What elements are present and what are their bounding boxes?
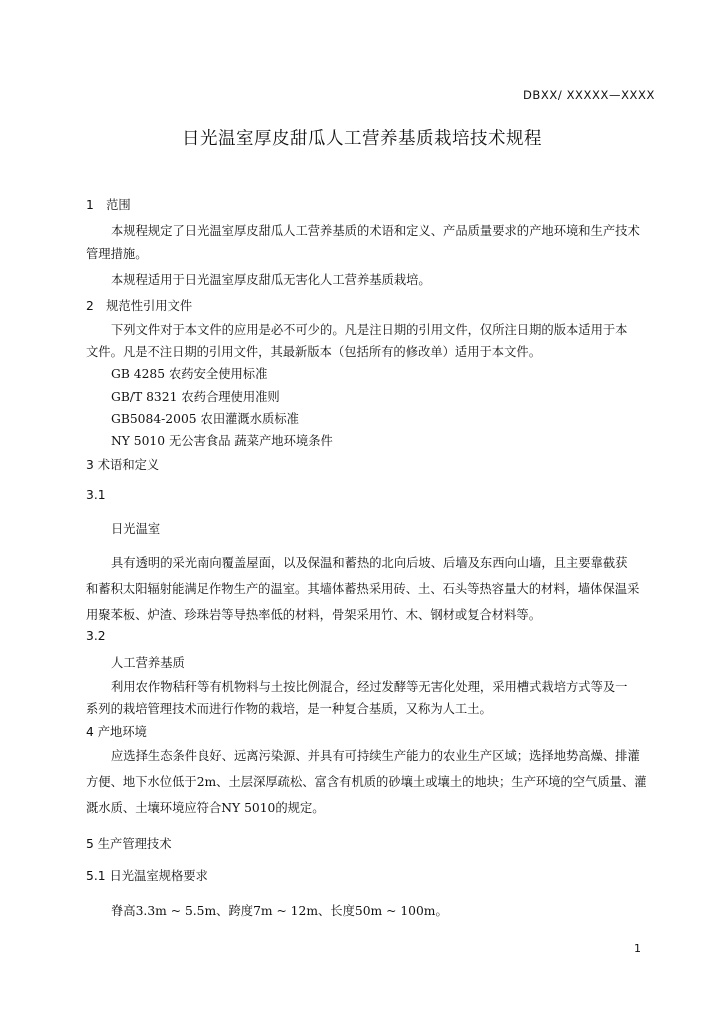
section-4-line-2	[86, 772, 647, 790]
standard-reference: NY 5010	[221, 801, 276, 815]
term-3-1-number: 3.1	[86, 488, 106, 502]
section-1-scope-paragraph: 本规程适用于日光温室厚皮甜瓜无害化人工营养基质栽培。	[111, 273, 431, 287]
text-span: 溉水质、土壤环境应符合	[86, 801, 222, 815]
reference-code: GB/T 8321	[111, 390, 178, 404]
document-title: 日光温室厚皮甜瓜人工营养基质栽培技术规程	[182, 129, 542, 149]
page-number: 1	[634, 942, 641, 955]
reference-name: 无公害食品 蔬菜产地环境条件	[169, 434, 333, 448]
groundwater-level-value: 2m	[196, 775, 217, 789]
reference-code: GB 4285	[111, 367, 166, 381]
term-3-1-definition-line-1: 具有透明的采光南向覆盖屋面，以及保温和蓄热的北向后坡、后墙及东西向山墙，且主要靠截获	[111, 556, 628, 570]
text-span: 。	[435, 904, 448, 918]
term-3-2-number: 3.2	[86, 629, 106, 643]
reference-item	[111, 431, 333, 449]
reference-code: NY 5010	[111, 434, 166, 448]
text-span: 脊高	[111, 904, 136, 918]
section-4-heading: 4 产地环境	[86, 725, 147, 739]
term-3-1-name: 日光温室	[111, 522, 161, 536]
length-value: 50m ~ 100m	[354, 904, 436, 918]
greenhouse-spec-line	[111, 901, 448, 919]
term-3-1-definition-line-2: 和蓄积太阳辐射能满足作物生产的温室。其墙体蓄热采用砖、土、石头等热容量大的材料，墙体保温采	[86, 582, 640, 596]
ridge-height-value: 3.3m ~ 5.5m	[135, 904, 217, 918]
section-2-paragraph-line-2: 文件。凡是不注日期的引用文件，其最新版本（包括所有的修改单）适用于本文件。	[86, 345, 541, 359]
term-3-2-definition-line-2: 系列的栽培管理技术而进行作物的栽培，是一种复合基质，又称为人工土。	[86, 702, 492, 716]
reference-name: 农药安全使用标准	[169, 367, 268, 381]
section-1-heading: 1 范围	[86, 198, 131, 212]
standard-code: DBXX/ XXXXX—XXXX	[522, 88, 655, 102]
section-4-line-1: 应选择生态条件良好、远离污染源、并具有可持续生产能力的农业生产区域；选择地势高燥、排灌	[111, 749, 640, 763]
text-span: 、土层深厚疏松、富含有机质的砂壤土或壤土的地块；生产环境的空气质量、灌	[216, 775, 647, 789]
section-5-1-heading: 5.1 日光温室规格要求	[86, 869, 208, 883]
section-1-paragraph-line-1: 本规程规定了日光温室厚皮甜瓜人工营养基质的术语和定义、产品质量要求的产地环境和生产技术	[111, 224, 640, 238]
reference-item	[111, 364, 267, 382]
text-span: 、长度	[318, 904, 355, 918]
text-span: 的规定。	[275, 801, 325, 815]
term-3-2-definition-line-1: 利用农作物秸秆等有机物料与土按比例混合，经过发酵等无害化处理，采用槽式栽培方式等及一	[111, 680, 628, 694]
reference-item	[111, 387, 280, 405]
reference-item	[111, 409, 299, 427]
reference-code: GB5084-2005	[111, 412, 197, 426]
section-2-paragraph-line-1: 下列文件对于本文件的应用是必不可少的。凡是注日期的引用文件，仅所注日期的版本适用于本	[111, 323, 628, 337]
section-1-paragraph-line-2: 管理措施。	[86, 247, 148, 261]
span-value: 7m ~ 12m	[253, 904, 318, 918]
term-3-1-definition-line-3: 用聚苯板、炉渣、珍珠岩等导热率低的材料，骨架采用竹、木、钢材或复合材料等。	[86, 608, 541, 622]
section-5-heading: 5 生产管理技术	[86, 837, 172, 851]
reference-name: 农田灌溉水质标准	[200, 412, 299, 426]
section-4-line-3	[86, 798, 325, 816]
text-span: 方便、地下水位低于	[86, 775, 197, 789]
term-3-2-name: 人工营养基质	[111, 656, 185, 670]
text-span: 、跨度	[216, 904, 254, 918]
section-2-heading: 2 规范性引用文件	[86, 299, 193, 313]
section-3-heading: 3 术语和定义	[86, 458, 160, 472]
reference-name: 农药合理使用准则	[181, 390, 280, 404]
